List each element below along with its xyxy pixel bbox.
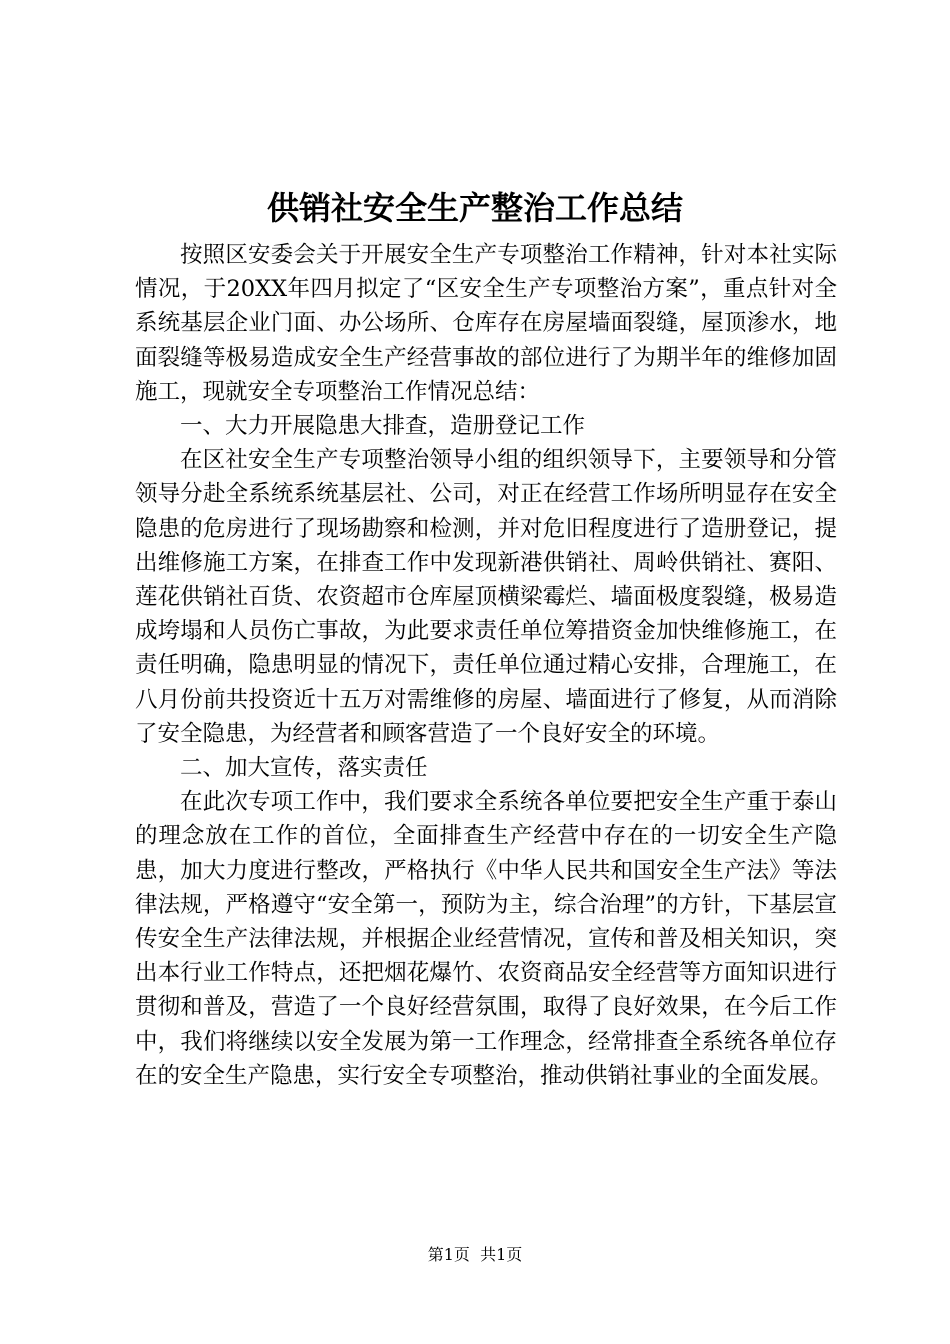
section-1-paragraph: 在区社安全生产专项整治领导小组的组织领导下，主要领导和分管领导分赴全系统系统基层社、公司，对正在经营工作场所明显存在安全隐患的危房进行了现场勘察和检测，并对危旧程度进行了造册登记，提出维修施工方案，在排查工作中发现新港供销社、周岭供销社、赛阳、莲花供销社百货、农资超市仓库屋顶横梁霉烂、墙面极度裂缝，极易造成垮塌和人员伤亡事故，为此要求责任单位筹措资金加快维修施工，在责任明确，隐患明显的情况下，责任单位通过精心安排，合理施工，在八月份前共投资近十五万对需维修的房屋、墙面进行了修复，从而消除了安全隐患，为经营者和顾客营造了一个良好安全的环境。 bbox=[135, 447, 837, 747]
document-title: 供销社安全生产整治工作总结 bbox=[266, 189, 683, 227]
section-1-heading: 一、大力开展隐患大排查，造册登记工作 bbox=[180, 413, 586, 440]
section-2-paragraph: 在此次专项工作中，我们要求全系统各单位要把安全生产重于泰山的理念放在工作的首位，全面排查生产经营中存在的一切安全生产隐患，加大力度进行整改，严格执行《中华人民共和国安全生产法》等法律法规，严格遵守“安全第一，预防为主，综合治理”的方针，下基层宣传安全生产法律法规，并根据企业经营情况，宣传和普及相关知识，突出本行业工作特点，还把烟花爆竹、农资商品安全经营等方面知识进行贯彻和普及，营造了一个良好经营氛围，取得了良好效果，在今后工作中，我们将继续以安全发展为第一工作理念，经常排查全系统各单位存在的安全生产隐患，实行安全专项整治，推动供销社事业的全面发展。 bbox=[135, 789, 837, 1089]
page-footer: 第1页 共1页 bbox=[427, 1245, 523, 1264]
section-2-heading: 二、加大宣传，落实责任 bbox=[180, 755, 428, 782]
document-body bbox=[135, 238, 837, 1093]
intro-paragraph: 按照区安委会关于开展安全生产专项整治工作精神，针对本社实际情况，于20XX年四月拟定了“区安全生产专项整治方案”，重点针对全系统基层企业门面、办公场所、仓库存在房屋墙面裂缝，屋顶渗水，地面裂缝等极易造成安全生产经营事故的部位进行了为期半年的维修加固施工，现就安全专项整治工作情况总结： bbox=[135, 242, 837, 405]
